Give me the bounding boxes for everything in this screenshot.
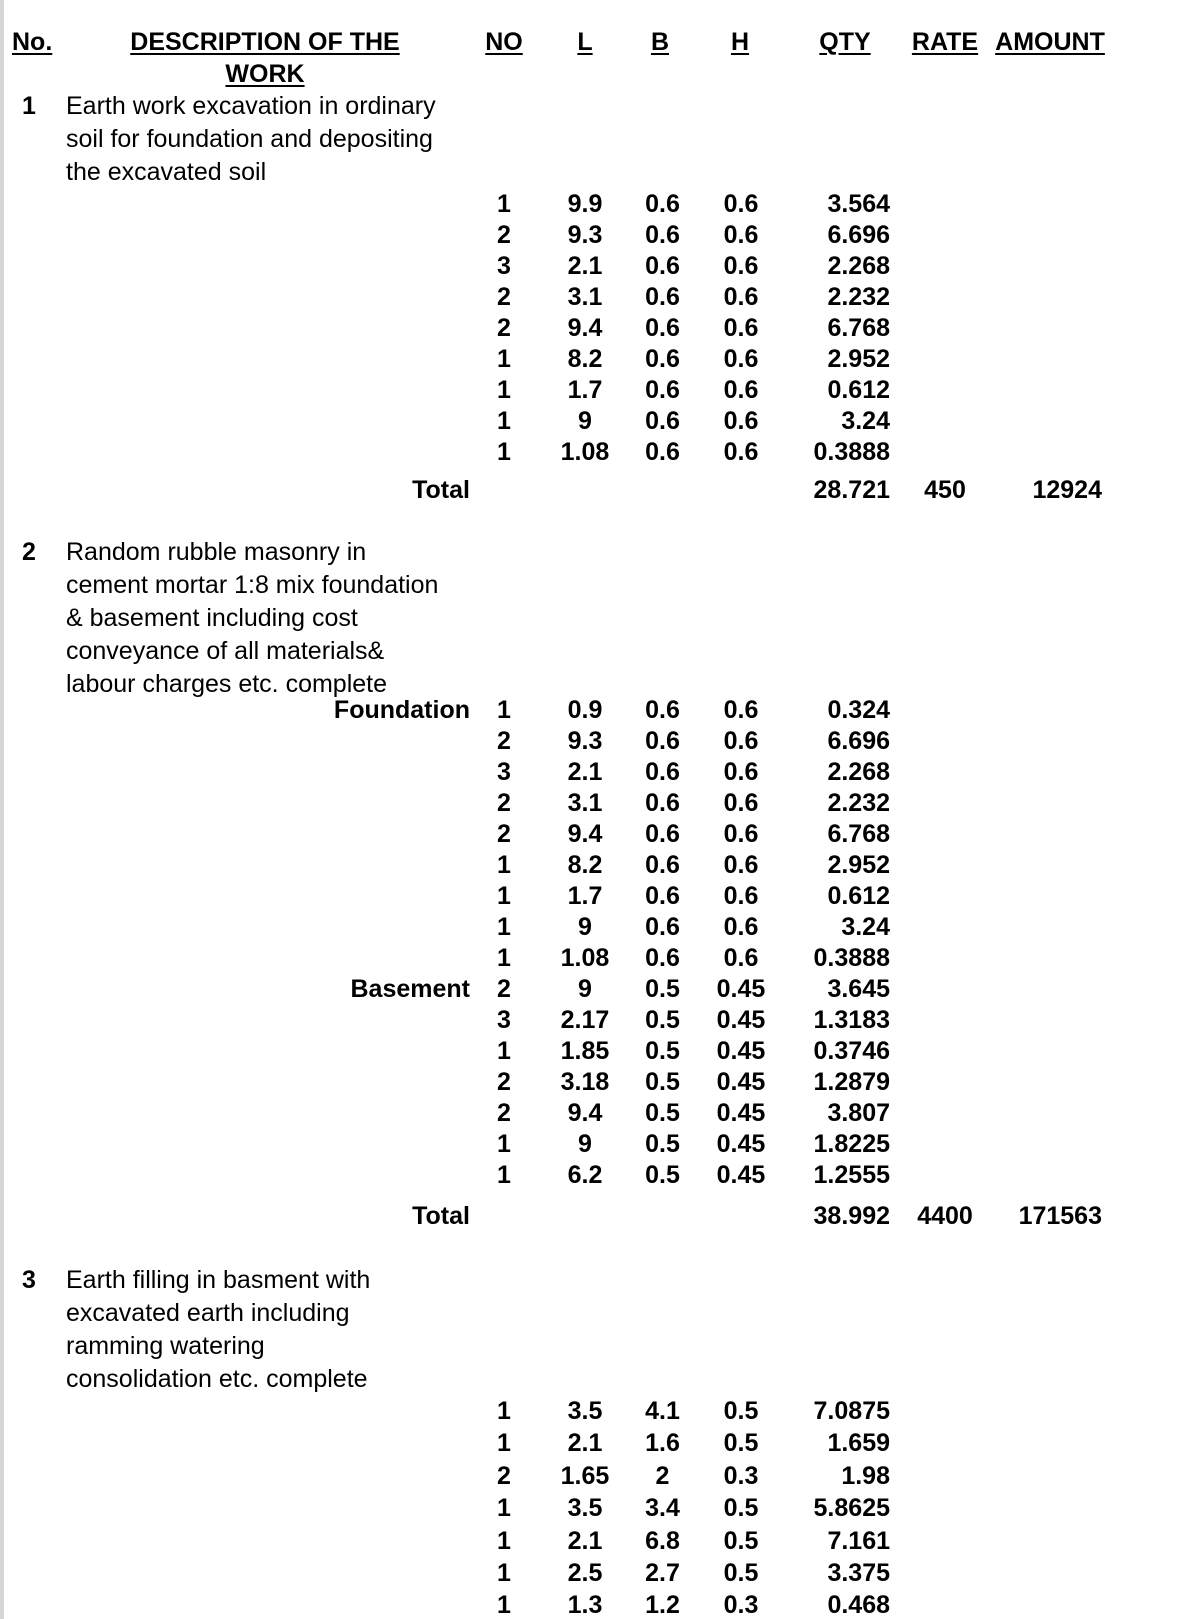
row-count: 1 (497, 1130, 511, 1158)
row-breadth: 0.6 (645, 944, 680, 972)
row-qty: 1.8225 (813, 1130, 890, 1158)
total-label: Total (412, 476, 470, 504)
row-height: 0.6 (723, 345, 759, 373)
row-qty: 1.3183 (813, 1006, 890, 1034)
row-breadth: 0.5 (645, 1161, 680, 1189)
row-length: 9.3 (567, 727, 603, 755)
row-count: 2 (497, 314, 511, 342)
row-qty: 0.3888 (813, 438, 890, 466)
row-length: 2.1 (567, 1526, 603, 1555)
row-qty: 1.2879 (813, 1068, 890, 1096)
row-height: 0.5 (723, 1559, 759, 1587)
section-label: Basement (350, 975, 470, 1003)
row-qty: 0.3888 (813, 944, 890, 972)
row-length: 0.9 (567, 696, 603, 724)
row-length: 3.5 (567, 1397, 603, 1425)
row-length: 2.17 (560, 1006, 610, 1034)
row-length: 3.5 (567, 1494, 603, 1523)
row-height: 0.45 (716, 1068, 766, 1096)
row-breadth: 0.6 (645, 696, 680, 724)
row-height: 0.6 (723, 221, 759, 249)
row-breadth: 0.5 (645, 1006, 680, 1034)
row-count: 2 (497, 727, 511, 755)
row-breadth: 0.6 (645, 252, 680, 280)
row-breadth: 0.6 (645, 345, 680, 373)
row-height: 0.6 (723, 190, 759, 218)
row-height: 0.6 (723, 944, 759, 972)
item-description: Random rubble masonry in cement mortar 1:8 mix foundation & basement including cost conveyance of all materials& labour charges etc. complete (66, 538, 439, 698)
row-breadth: 0.6 (645, 376, 680, 404)
row-count: 1 (497, 1161, 511, 1189)
row-breadth: 0.6 (645, 758, 680, 786)
row-count: 3 (497, 1006, 511, 1034)
row-count: 1 (497, 696, 511, 724)
row-qty: 0.612 (827, 882, 890, 910)
item-description: Earth work excavation in ordinary soil for foundation and depositing the excavated soil (66, 92, 436, 186)
row-qty: 2.268 (827, 252, 890, 280)
total-amount: 171563 (1018, 1202, 1102, 1230)
row-qty: 1.659 (827, 1429, 890, 1458)
row-height: 0.6 (723, 913, 759, 941)
row-length: 9.4 (567, 1099, 603, 1127)
row-breadth: 0.6 (645, 727, 680, 755)
row-breadth: 0.5 (645, 1037, 680, 1065)
row-qty: 2.232 (827, 789, 890, 817)
row-height: 0.6 (723, 851, 759, 879)
row-qty: 3.564 (827, 190, 890, 218)
header-length: L (577, 28, 593, 56)
row-length: 9 (578, 1130, 592, 1158)
row-breadth: 6.8 (645, 1526, 680, 1555)
header-amount: AMOUNT (995, 28, 1105, 56)
row-qty: 3.24 (841, 913, 890, 941)
row-qty: 6.768 (827, 820, 890, 848)
header-description: DESCRIPTION OF THE (130, 28, 400, 56)
row-length: 8.2 (567, 345, 603, 373)
row-count: 1 (497, 1429, 511, 1458)
row-breadth: 0.6 (645, 438, 680, 466)
row-breadth: 0.6 (645, 283, 680, 311)
row-length: 9.4 (567, 820, 603, 848)
row-height: 0.45 (716, 1099, 766, 1127)
row-qty: 0.612 (827, 376, 890, 404)
row-qty: 1.2555 (813, 1161, 890, 1189)
row-length: 2.1 (567, 1429, 603, 1458)
row-breadth: 0.6 (645, 789, 680, 817)
row-qty: 7.161 (827, 1526, 890, 1555)
row-count: 1 (497, 1037, 511, 1065)
row-breadth: 1.6 (645, 1429, 680, 1458)
header-description-line2: WORK (225, 60, 305, 88)
header-no: No. (12, 28, 53, 56)
row-qty: 6.768 (827, 314, 890, 342)
row-breadth: 1.2 (645, 1591, 680, 1619)
row-length: 1.7 (567, 882, 603, 910)
total-rate: 450 (924, 476, 966, 504)
row-breadth: 0.5 (645, 1068, 680, 1096)
row-height: 0.3 (723, 1591, 759, 1619)
row-height: 0.5 (723, 1526, 759, 1555)
row-length: 1.7 (567, 376, 603, 404)
item-description: Earth filling in basment with excavated earth including ramming watering consolidation etc. complete (66, 1266, 371, 1393)
row-count: 1 (497, 190, 511, 218)
row-breadth: 0.6 (645, 913, 680, 941)
row-height: 0.5 (723, 1429, 759, 1458)
total-qty: 28.721 (813, 476, 890, 504)
row-count: 2 (497, 1099, 511, 1127)
header-breadth: B (650, 28, 670, 56)
row-length: 1.3 (567, 1591, 603, 1619)
row-length: 1.08 (560, 438, 610, 466)
row-length: 9.9 (567, 190, 603, 218)
row-qty: 3.24 (841, 407, 890, 435)
total-label: Total (412, 1202, 470, 1230)
row-count: 1 (497, 438, 511, 466)
row-count: 1 (497, 1559, 511, 1587)
row-count: 3 (497, 758, 511, 786)
header-count: NO (485, 28, 523, 56)
row-breadth: 0.5 (645, 1099, 680, 1127)
row-qty: 0.468 (827, 1591, 890, 1619)
header-rate: RATE (911, 28, 979, 56)
row-length: 2.1 (567, 758, 603, 786)
total-qty: 38.992 (813, 1202, 890, 1230)
row-length: 2.5 (567, 1559, 603, 1587)
row-count: 2 (497, 1068, 511, 1096)
total-rate: 4400 (917, 1202, 973, 1230)
row-length: 1.85 (560, 1037, 610, 1065)
row-height: 0.5 (723, 1397, 759, 1425)
row-count: 1 (497, 1591, 511, 1619)
row-length: 9 (578, 975, 592, 1003)
row-length: 9.4 (567, 314, 603, 342)
row-height: 0.6 (723, 283, 759, 311)
row-qty: 3.375 (827, 1559, 890, 1587)
row-breadth: 0.5 (645, 975, 680, 1003)
row-height: 0.6 (723, 820, 759, 848)
row-height: 0.45 (716, 1037, 766, 1065)
row-qty: 1.98 (841, 1461, 890, 1490)
row-count: 1 (497, 882, 511, 910)
row-qty: 2.232 (827, 283, 890, 311)
row-height: 0.6 (723, 758, 759, 786)
row-qty: 6.696 (827, 221, 890, 249)
row-height: 0.6 (723, 407, 759, 435)
row-count: 3 (497, 252, 511, 280)
row-length: 2.1 (567, 252, 603, 280)
row-length: 8.2 (567, 851, 603, 879)
row-qty: 7.0875 (813, 1397, 890, 1425)
row-length: 9 (578, 407, 592, 435)
row-qty: 0.324 (827, 696, 890, 724)
row-count: 2 (497, 221, 511, 249)
row-qty: 2.268 (827, 758, 890, 786)
left-edge-rule (0, 0, 4, 1619)
row-height: 0.45 (716, 975, 766, 1003)
section-label: Foundation (333, 696, 470, 724)
row-qty: 5.8625 (813, 1494, 890, 1523)
row-length: 3.1 (567, 789, 603, 817)
row-breadth: 0.6 (645, 882, 680, 910)
row-breadth: 0.6 (645, 190, 680, 218)
total-amount: 12924 (1032, 476, 1102, 504)
row-height: 0.45 (716, 1006, 766, 1034)
row-count: 2 (497, 1461, 511, 1490)
row-height: 0.6 (723, 727, 759, 755)
row-qty: 2.952 (827, 851, 890, 879)
row-breadth: 0.5 (645, 1130, 680, 1158)
row-length: 3.18 (560, 1068, 610, 1096)
row-qty: 0.3746 (813, 1037, 890, 1065)
row-breadth: 0.6 (645, 314, 680, 342)
row-length: 9 (578, 913, 592, 941)
row-count: 1 (497, 1494, 511, 1523)
row-count: 2 (497, 820, 511, 848)
row-count: 1 (497, 1397, 511, 1425)
header-qty: QTY (819, 28, 871, 56)
row-height: 0.6 (723, 696, 759, 724)
row-height: 0.45 (716, 1161, 766, 1189)
row-height: 0.5 (723, 1494, 759, 1523)
row-count: 1 (497, 407, 511, 435)
row-length: 6.2 (567, 1161, 603, 1189)
row-breadth: 2 (655, 1461, 670, 1490)
item-number: 3 (22, 1266, 36, 1294)
row-count: 2 (497, 283, 511, 311)
row-length: 1.65 (560, 1461, 610, 1490)
row-count: 2 (497, 789, 511, 817)
row-breadth: 2.7 (645, 1559, 680, 1587)
row-height: 0.6 (723, 314, 759, 342)
row-qty: 3.807 (827, 1099, 890, 1127)
row-count: 1 (497, 851, 511, 879)
row-height: 0.45 (716, 1130, 766, 1158)
row-height: 0.3 (723, 1461, 759, 1490)
row-length: 3.1 (567, 283, 603, 311)
row-count: 1 (497, 345, 511, 373)
item-number: 1 (22, 92, 36, 120)
header-height: H (730, 28, 750, 56)
row-qty: 2.952 (827, 345, 890, 373)
row-qty: 3.645 (827, 975, 890, 1003)
row-count: 1 (497, 944, 511, 972)
row-height: 0.6 (723, 438, 759, 466)
row-count: 1 (497, 1526, 511, 1555)
row-height: 0.6 (723, 789, 759, 817)
row-length: 9.3 (567, 221, 603, 249)
row-height: 0.6 (723, 376, 759, 404)
row-breadth: 0.6 (645, 820, 680, 848)
row-height: 0.6 (723, 252, 759, 280)
item-number: 2 (22, 538, 36, 566)
row-breadth: 3.4 (645, 1494, 680, 1523)
row-count: 2 (497, 975, 511, 1003)
row-length: 1.08 (560, 944, 610, 972)
row-qty: 6.696 (827, 727, 890, 755)
row-breadth: 0.6 (645, 851, 680, 879)
row-count: 1 (497, 376, 511, 404)
row-breadth: 0.6 (645, 221, 680, 249)
row-breadth: 0.6 (645, 407, 680, 435)
row-height: 0.6 (723, 882, 759, 910)
row-count: 1 (497, 913, 511, 941)
row-breadth: 4.1 (645, 1397, 680, 1425)
